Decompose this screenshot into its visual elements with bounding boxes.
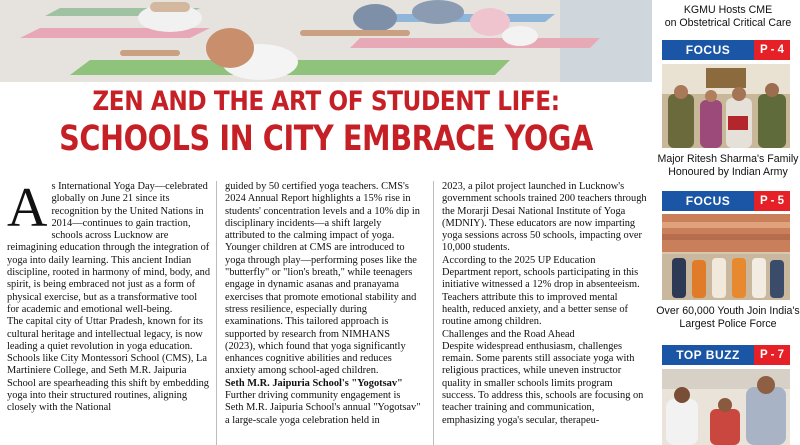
section-label: TOP BUZZ [676,348,740,362]
article-column-3 [442,181,647,427]
hero-photo-yoga [0,0,652,82]
section-bar-focus-p4[interactable] [662,40,790,60]
paragraph: 2023, a pilot project launched in Lucknow's government schools trained 200 teachers through the Morarji Desai National Institute of Yoga (MDNIY). These educators are now imparting yoga sessions across 50 schools, impacting over 10,000 students. [442,181,647,254]
paragraph: s International Yoga Day—celebrated globally on June 21 since its recognition by the United Nations in 2014—continues to gain traction, schools across Lucknow are reimagining education through the integration of yoga into daily learning. This ancient Indian discipline, rooted in harmony of mind, body, and spirit, is being embraced not just as a form of physical exercise, but as a transformative tool for academic and emotional well-being. [7,181,211,315]
sidebar [656,0,800,445]
page-number-badge: P - 4 [754,40,790,60]
sidebar-caption: Over 60,000 Youth Join India's Largest Police Force [656,305,800,330]
paragraph: According to the 2025 UP Education Department report, schools participating in this initiative witnessed a 12% drop in absenteeism. Teachers attribute this to improved mental health, reduced anxiety, and a better sense of routine among children. [442,254,640,328]
sidebar-photo-police-recruits[interactable] [662,214,790,300]
headline-line-1: ZEN AND THE ART OF STUDENT LIFE: [92,86,560,117]
page-number-badge: P - 7 [754,345,790,365]
paragraph: Further driving community engagement is Seth M.R. Jaipuria School's annual "Yogotsav" a large-scale yoga celebration held in [225,390,421,426]
section-label: FOCUS [685,43,731,57]
article-headline [0,86,652,160]
subheading: Seth M.R. Jaipuria School's "Yogotsav" [225,377,403,389]
column-divider [433,181,434,445]
sidebar-top-caption: KGMU Hosts CME on Obstetrical Critical Care [664,4,792,29]
paragraph: guided by 50 certified yoga teachers. CMS's 2024 Annual Report highlights a 15% rise in students' concentration levels and a 10% dip in disciplinary incidents—a shift largely attributed to the calming impact of yoga. Younger children at CMS are introduced to yoga through play—performing poses like the "butterfly" or "lion's breath," while teenagers engage in dynamic asanas and pranayama exercises that promote emotional stability and stress resilience, especially during examinations. This tailored approach is supported by research from NIMHANS (2023), which found that yoga significantly enhances cognitive abilities and reduces anxiety among school-aged children. [225,181,420,377]
section-bar-focus-p5[interactable] [662,191,790,211]
section-label: FOCUS [685,194,731,208]
paragraph: Despite widespread enthusiasm, challenges remain. Some parents still associate yoga with religious practices, while uneven instructor quality in smaller schools limits program success. To address this, schools are focusing on teacher training and communication, emphasizing yoga's secular, therapeu- [442,340,644,426]
section-bar-top-buzz-p7[interactable] [662,345,790,365]
article-column-1 [7,177,211,415]
headline-line-2: SCHOOLS IN CITY EMBRACE YOGA [59,119,593,159]
sidebar-photo-top-buzz[interactable] [662,369,790,445]
page-number-badge: P - 5 [754,191,790,211]
sidebar-photo-army-honour[interactable] [662,64,790,148]
yoga-class-image [0,0,652,82]
sidebar-caption: Major Ritesh Sharma's Family Honoured by Indian Army [657,153,799,178]
subheading: Challenges and the Road Ahead [442,328,575,340]
column-divider [216,181,217,445]
article-column-2 [225,181,421,427]
paragraph: The capital city of Uttar Pradesh, known for its cultural heritage and intellectual legacy, is now leading a quiet revolution in yoga education. Schools like City Montessori School (CMS), La Martiniere College, and Seth M.R. Jaipuria School are spearheading this shift by embedding yoga into their structured routines, aligning closely with the National [7,316,209,414]
drop-cap: A [7,177,48,239]
